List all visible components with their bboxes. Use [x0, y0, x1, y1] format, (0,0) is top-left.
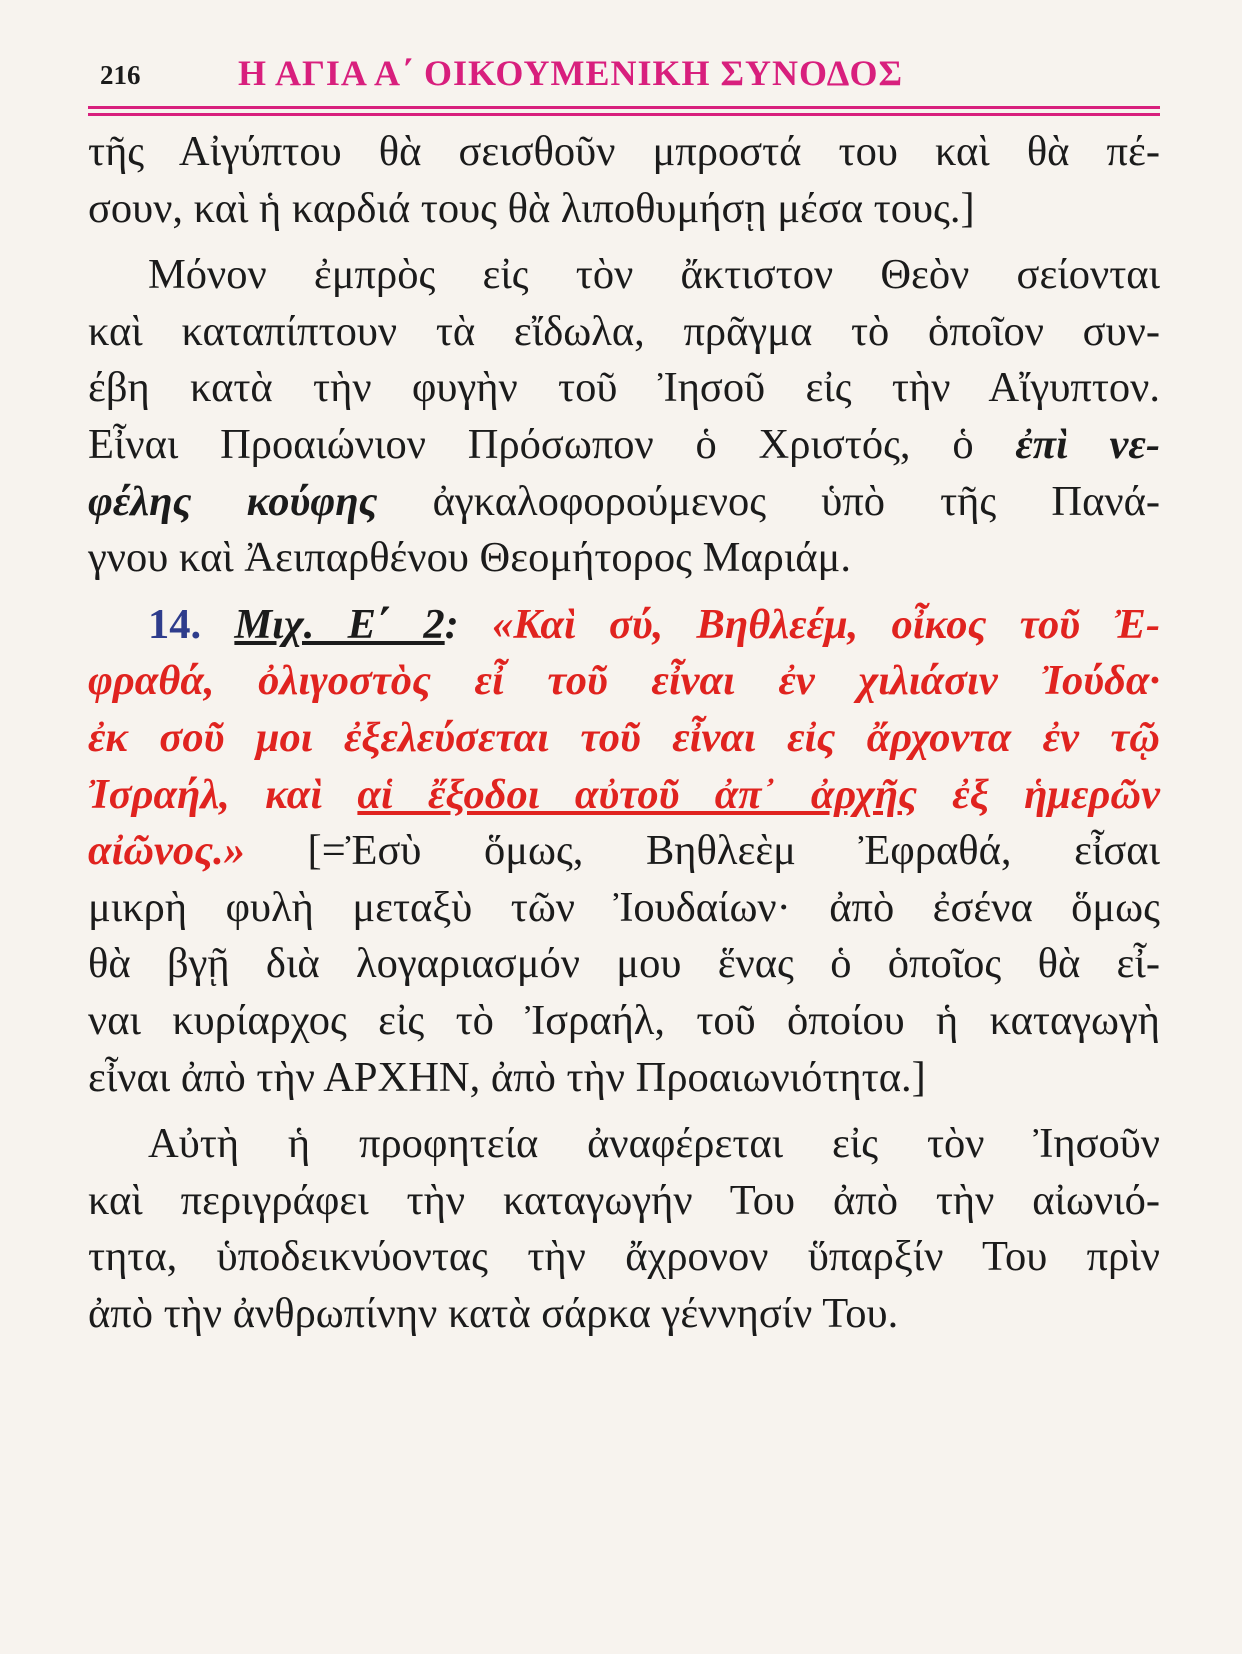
- text-line: σουν, καὶ ἡ καρδιά τους θὰ λιποθυμήσῃ μέσα τους.]: [88, 184, 975, 232]
- text-line: τῆς Αἰγύπτου θὰ σεισθοῦν μπροστά του καὶ θὰ πέ-: [88, 128, 1160, 175]
- text-line: έβη κατὰ τὴν φυγὴν τοῦ Ἰησοῦ εἰς τὴν Αἴγυπτον.: [88, 364, 1160, 412]
- text-run: ἀγκαλοφορούμενος ὑπὸ τῆς Πανά-: [377, 477, 1160, 525]
- scripture-quote: αἰῶνος.»: [88, 827, 245, 875]
- text-line: μικρὴ φυλὴ μεταξὺ τῶν Ἰουδαίων· ἀπὸ ἐσένα ὅμως: [88, 883, 1160, 931]
- text-line: Αὐτὴ ἡ προφητεία ἀναφέρεται εἰς τὸν Ἰησοῦν: [148, 1120, 1160, 1168]
- scripture-reference: Μιχ. Ε΄ 2: [234, 600, 445, 648]
- paragraph-4: [88, 1116, 1160, 1342]
- underlined-quote: αἱ ἔξοδοι αὐτοῦ ἀπ᾽ ἀρχῆς: [357, 770, 918, 818]
- text-line: γνου καὶ Ἀειπαρθένου Θεομήτορος Μαριάμ.: [88, 534, 851, 582]
- text-run: Εἶναι Προαιώνιον Πρόσωπον ὁ Χριστός, ὁ: [88, 420, 1016, 468]
- scripture-quote-line: ἐκ σοῦ μοι ἐξελεύσεται τοῦ εἶναι εἰς ἄρχοντα ἐν τῷ: [88, 713, 1160, 761]
- text-line: καὶ περιγράφει τὴν καταγωγήν Του ἀπὸ τὴν αἰωνιό-: [88, 1176, 1160, 1224]
- text-line: τητα, ὑποδεικνύοντας τὴν ἄχρονον ὕπαρξίν Του πρὶν: [88, 1233, 1160, 1281]
- text-line: [88, 417, 1160, 474]
- text-line: [88, 474, 1160, 531]
- running-title: Η ΑΓΙΑ Α΄ ΟΙΚΟΥΜΕΝΙΚΗ ΣΥΝΟΔΟΣ: [238, 53, 904, 93]
- scripture-quote-line: [88, 767, 1160, 824]
- text-line: Μόνον ἐμπρὸς εἰς τὸν ἄκτιστον Θεὸν σείονται: [148, 251, 1160, 299]
- text-line: ἀπὸ τὴν ἀνθρωπίνην κατὰ σάρκα γέννησίν Του.: [88, 1289, 899, 1337]
- text-run: Ἰσραήλ, καὶ: [88, 770, 358, 818]
- scripture-quote: «Καὶ σύ, Βηθλεέμ, οἶκος τοῦ Ἐ-: [492, 600, 1161, 648]
- header-rule-top: [88, 106, 1160, 109]
- book-page: [88, 52, 1160, 1352]
- scripture-quote-line: φραθά, ὀλιγοστὸς εἶ τοῦ εἶναι ἐν χιλιάσιν Ἰούδα·: [88, 657, 1160, 705]
- reference-colon: :: [444, 600, 459, 648]
- emphasis-text: φέλης κούφης: [88, 477, 378, 525]
- text-line: θὰ βγῇ διὰ λογαριασμόν μου ἕνας ὁ ὁποῖος θὰ εἶ-: [88, 940, 1160, 988]
- page-header: [88, 52, 1160, 100]
- header-rule-bottom: [88, 113, 1160, 116]
- text-line: [88, 823, 1160, 880]
- paragraph-3-verse: [88, 597, 1160, 1106]
- paragraph-2: [88, 247, 1160, 587]
- page-number: 216: [100, 60, 141, 90]
- paragraph-1: [88, 124, 1160, 237]
- text-run: ἐξ ἡμερῶν: [917, 770, 1160, 818]
- body-text: [88, 124, 1160, 1342]
- text-line: ναι κυρίαρχος εἰς τὸ Ἰσραήλ, τοῦ ὁποίου ἡ καταγωγὴ: [88, 996, 1160, 1044]
- translation-text: [=Ἐσὺ ὅμως, Βηθλεὲμ Ἐφραθά, εἶσαι: [245, 827, 1160, 875]
- emphasis-text: ἐπὶ νε-: [1015, 420, 1160, 468]
- verse-number: 14.: [148, 600, 202, 648]
- text-line: εἶναι ἀπὸ τὴν ΑΡΧΗΝ, ἀπὸ τὴν Προαιωνιότητα.]: [88, 1053, 926, 1101]
- text-line: καὶ καταπίπτουν τὰ εἴδωλα, πρᾶγμα τὸ ὁποῖον συν-: [88, 307, 1160, 355]
- text-line: [88, 597, 1160, 654]
